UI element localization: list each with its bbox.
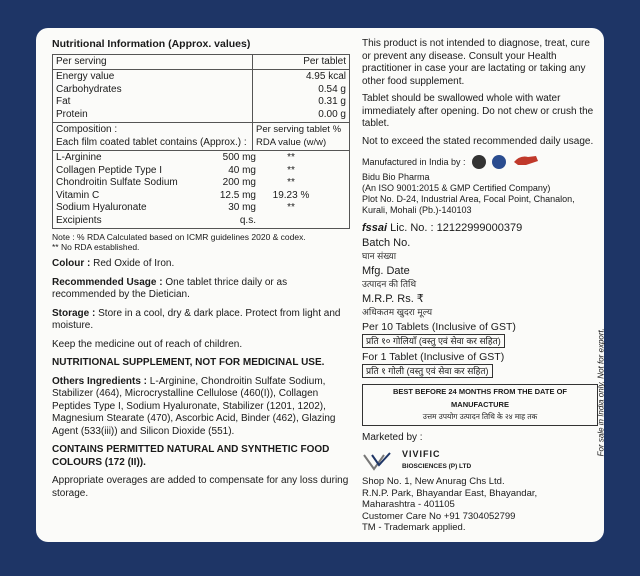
per10-hindi: प्रति १० गोलियाँ (वस्तु एवं सेवा कर सहित)	[362, 334, 505, 349]
marketer-address	[362, 476, 598, 534]
nutrient-name: Energy value	[56, 71, 115, 82]
per1-hindi: प्रति १ गोली (वस्तु एवं सेवा कर सहित)	[362, 364, 493, 379]
addr-line: Shop No. 1, New Anurag Chs Ltd.	[362, 476, 505, 487]
swallow-instruction: Tablet should be swallowed whole with water immediately after opening. Do not chew or crush the tablet.	[362, 93, 594, 129]
item-name: Sodium Hyaluronate	[56, 202, 147, 213]
nutrient-name: Fat	[56, 96, 71, 107]
nutrient-names	[53, 70, 253, 123]
right-column	[362, 38, 598, 534]
nutrient-value: 0.00 g	[318, 108, 346, 120]
nutrient-value: 0.31 g	[318, 96, 346, 107]
item-qty: q.s.	[239, 214, 256, 226]
fssai-logo: fssai	[362, 221, 388, 234]
item-name: Excipients	[56, 214, 102, 226]
composition-desc: Each film coated tablet contains (Approx.) :	[56, 136, 247, 148]
label-panel	[36, 28, 604, 542]
mrp-field: M.R.P. Rs. ₹	[362, 293, 424, 305]
batch-field: Batch No.	[362, 237, 411, 249]
permitted-colours: CONTAINS PERMITTED NATURAL AND SYNTHETIC FOOD COLOURS (172 (II)).	[52, 444, 330, 468]
manufacturer-block	[362, 172, 598, 216]
left-column	[52, 38, 350, 500]
storage-line	[52, 308, 350, 333]
nutrient-values	[253, 70, 350, 123]
item-name: Vitamin C	[56, 189, 100, 201]
serving-value: Per tablet	[253, 54, 350, 70]
composition-row	[56, 202, 346, 215]
item-rda: **	[287, 152, 295, 163]
composition-row	[56, 165, 346, 178]
item-qty: 30 mg	[228, 202, 256, 213]
colour-label: Colour :	[52, 258, 91, 269]
mrp-hindi: अधिकतम खुदरा मूल्य	[362, 306, 433, 317]
composition-row	[56, 177, 346, 190]
batch-hindi: घान संख्या	[362, 250, 397, 261]
nutrient-name: Carbohydrates	[56, 83, 122, 95]
license-number: Lic. No. : 12122999000379	[390, 221, 523, 234]
colour-text: Red Oxide of Iron.	[93, 258, 175, 269]
nutrition-table	[52, 54, 350, 230]
customer-care: Customer Care No +91 7304052799	[362, 510, 516, 522]
addr-line: R.N.P. Park, Bhayandar East, Bhayandar,	[362, 487, 538, 499]
mfg-date-field: Mfg. Date	[362, 265, 410, 277]
item-name: Collagen Peptide Type I	[56, 164, 163, 176]
cert-logo-icon	[472, 155, 486, 169]
disclaimer: This product is not intended to diagnose, treat, cure or prevent any disease. Consult your Health practitioner in case your are lactating or taking any other food supplement.	[362, 38, 590, 87]
usage-text: One tablet thrice daily or as recommended by the Dietician.	[52, 276, 288, 300]
others-text: L-Arginine, Chondroitin Sulfate Sodium, Stabilizer (464), Microcrystalline Cellulose (460(I)), Collagen Peptides Type I, Sodium Hyaluronate, Stabilizer (1201, 1202), Magnesium Stearate (470), Ascorbic Acid, Binder (462), Glazing Agent (533(iii)) and Silicon Dioxide (551).	[52, 375, 336, 437]
usage-label: Recommended Usage :	[52, 276, 163, 288]
supplement-statement: NUTRITIONAL SUPPLEMENT, NOT FOR MEDICINAL USE.	[52, 357, 325, 368]
item-qty: 12.5 mg	[219, 189, 256, 201]
trademark-note: TM - Trademark applied.	[362, 522, 466, 533]
storage-text: Store in a cool, dry & dark place. Protect from light and moisture.	[52, 307, 341, 331]
storage-label: Storage :	[52, 307, 96, 319]
composition-row	[56, 215, 346, 228]
per10-field: Per 10 Tablets (Inclusive of GST)	[362, 321, 516, 333]
colour-line	[52, 258, 350, 271]
item-rda: 19.23 %	[272, 189, 310, 201]
iso-logo-icon	[492, 155, 506, 169]
item-name: L-Arginine	[56, 152, 102, 163]
others-label: Others Ingredients :	[52, 375, 148, 387]
composition-head	[53, 123, 253, 151]
serving-label: Per serving	[53, 54, 253, 70]
rda-note: Note : % RDA Calculated based on ICMR guidelines 2020 & codex.	[52, 232, 306, 242]
per1-field: For 1 Tablet (Inclusive of GST)	[362, 351, 505, 363]
export-note: For sale in India only, Not for export.	[596, 328, 605, 457]
mfr-cert: (An ISO 9001:2015 & GMP Certified Company)	[362, 182, 551, 193]
best-before: BEST BEFORE 24 MONTHS FROM THE DATE OF MANUFACTURE	[392, 387, 568, 409]
best-before-box	[362, 384, 598, 426]
dosage-warning: Not to exceed the stated recommended daily usage.	[362, 135, 594, 147]
item-rda	[256, 215, 326, 228]
composition-items	[53, 151, 350, 229]
item-qty: 40 mg	[228, 164, 256, 176]
brand-sub: BIOSCIENCES (P) LTD	[402, 462, 472, 470]
mfg-by-label: Manufactured in India by :	[362, 157, 466, 167]
item-qty: 200 mg	[222, 177, 256, 188]
usage-line	[52, 277, 350, 302]
mfg-date-hindi: उत्पादन की तिथि	[362, 278, 417, 289]
nutrient-name: Protein	[56, 108, 88, 120]
vivific-logo	[362, 448, 598, 473]
others-line	[52, 376, 350, 439]
item-rda: **	[287, 202, 295, 213]
nutrient-value: 4.95 kcal	[305, 71, 346, 82]
manufacturer-line	[362, 153, 598, 172]
item-rda: **	[287, 177, 295, 188]
composition-row	[56, 152, 346, 165]
brand-name: VIVIFIC	[402, 449, 441, 459]
vivific-logo-icon	[362, 449, 396, 473]
composition-title: Composition :	[56, 124, 118, 135]
keep-away: Keep the medicine out of reach of children.	[52, 338, 243, 350]
item-qty: 500 mg	[222, 152, 256, 163]
make-in-india-icon	[512, 153, 540, 172]
addr-line: Maharashtra - 401105	[362, 499, 455, 510]
marketed-by: Marketed by :	[362, 431, 423, 443]
mfr-addr: Plot No. D-24, Industrial Area, Focal Point, Chanalon, Kurali, Mohali (Pb.)-140103	[362, 193, 575, 215]
nutrition-title: Nutritional Information (Approx. values)	[52, 38, 251, 50]
mfr-name: Bidu Bio Pharma	[362, 171, 430, 182]
license-line	[362, 222, 598, 235]
composition-head-right: Per serving tablet % RDA value (w/w)	[253, 123, 350, 151]
rda-note-2: ** No RDA established.	[52, 242, 140, 252]
overages-note: Appropriate overages are added to compensate for any loss during storage.	[52, 475, 349, 499]
nutrient-value: 0.54 g	[318, 83, 346, 95]
item-name: Chondroitin Sulfate Sodium	[56, 177, 178, 188]
composition-row	[56, 190, 346, 203]
best-before-hindi: उत्तम उपयोग उत्पादन तिथि के २४ माह तक	[422, 412, 538, 421]
item-rda: **	[287, 164, 295, 176]
